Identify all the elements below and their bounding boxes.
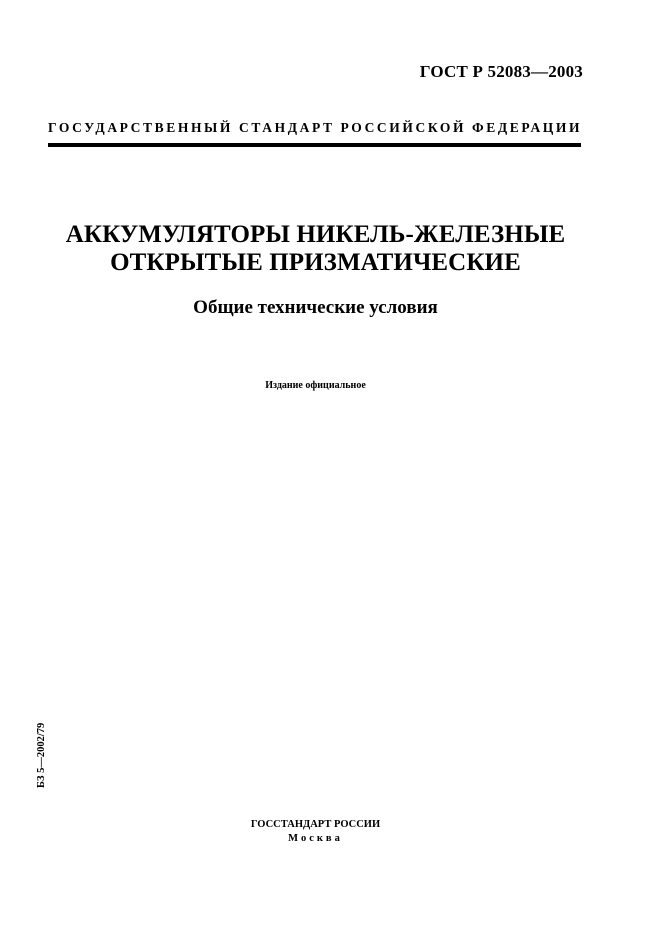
state-standard-heading: ГОСУДАРСТВЕННЫЙ СТАНДАРТ РОССИЙСКОЙ ФЕДЕРАЦИИ (48, 120, 583, 135)
publisher-organization: ГОССТАНДАРТ РОССИИ (250, 819, 381, 830)
document-title (0, 221, 631, 277)
publisher-block (0, 818, 631, 846)
title-line-1: АККУМУЛЯТОРЫ НИКЕЛЬ-ЖЕЛЕЗНЫЕ (65, 221, 566, 248)
header-rule (48, 143, 581, 147)
edition-note: Издание официальное (265, 380, 366, 391)
document-subtitle: Общие технические условия (193, 297, 438, 318)
title-line-2: ОТКРЫТЫЕ ПРИЗМАТИЧЕСКИЕ (110, 249, 521, 276)
standard-number: ГОСТ Р 52083—2003 (419, 62, 583, 81)
side-catalog-code: БЗ 5—2002/79 (36, 722, 47, 788)
publisher-city: Москва (288, 833, 343, 844)
